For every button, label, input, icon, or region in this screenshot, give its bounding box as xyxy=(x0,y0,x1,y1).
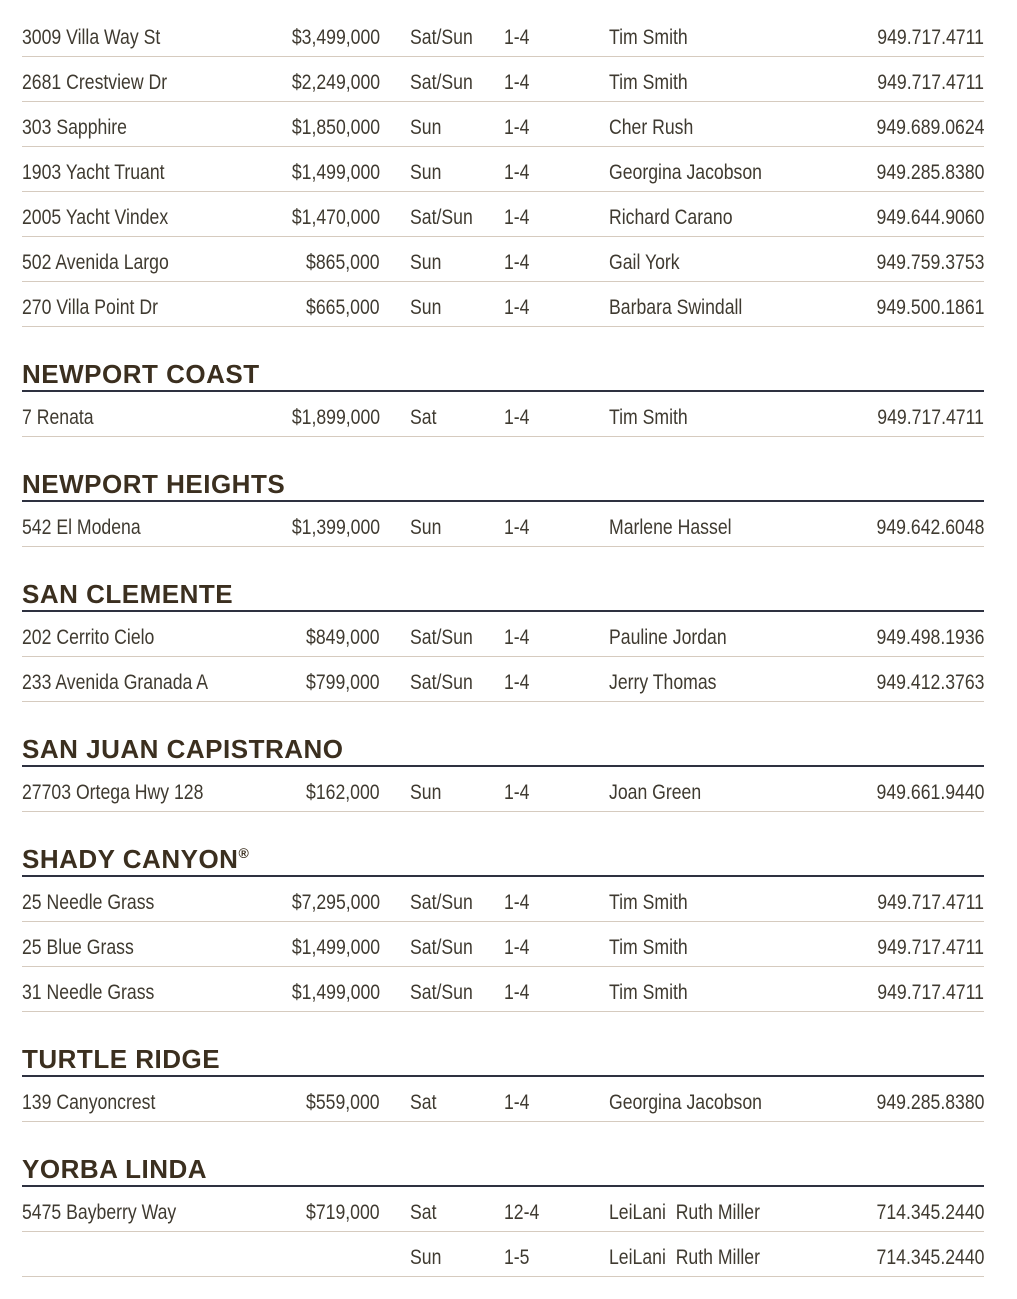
listing-row xyxy=(22,392,984,437)
listing-agent: LeiLani Ruth Miller xyxy=(609,1201,761,1224)
listing-price: $1,850,000 xyxy=(291,116,380,139)
listing-price: $1,499,000 xyxy=(291,936,380,959)
listing-address: 27703 Ortega Hwy 128 xyxy=(22,781,204,804)
listing-phone: 949.717.4711 xyxy=(877,936,984,959)
listing-phone: 949.717.4711 xyxy=(877,406,984,429)
listing-agent: Barbara Swindall xyxy=(609,296,743,319)
area-section xyxy=(22,349,984,437)
listing-price: $1,899,000 xyxy=(291,406,380,429)
listing-time: 1-4 xyxy=(504,1091,530,1114)
listing-row xyxy=(22,102,984,147)
listing-price: $1,470,000 xyxy=(291,206,380,229)
section-heading xyxy=(22,1144,984,1187)
listing-address: 270 Villa Point Dr xyxy=(22,296,158,319)
section-heading xyxy=(22,834,984,877)
listing-agent: LeiLani Ruth Miller xyxy=(609,1246,761,1269)
listing-row xyxy=(22,922,984,967)
listing-time: 1-4 xyxy=(504,206,530,229)
area-section xyxy=(22,1034,984,1122)
listing-row xyxy=(22,612,984,657)
listing-row xyxy=(22,1187,984,1232)
area-section xyxy=(22,1144,984,1277)
listing-address: 502 Avenida Largo xyxy=(22,251,169,274)
listing-address: 1903 Yacht Truant xyxy=(22,161,165,184)
section-title xyxy=(22,359,260,389)
listing-agent: Tim Smith xyxy=(609,936,688,959)
listing-agent: Tim Smith xyxy=(609,406,688,429)
section-heading xyxy=(22,1034,984,1077)
area-section xyxy=(22,569,984,702)
listing-address: 3009 Villa Way St xyxy=(22,26,161,49)
section-title-text: NEWPORT HEIGHTS xyxy=(22,469,286,499)
listing-address: 202 Cerrito Cielo xyxy=(22,626,155,649)
listing-day: Sat/Sun xyxy=(410,891,473,914)
listing-phone: 949.689.0624 xyxy=(876,116,984,139)
listing-agent: Cher Rush xyxy=(609,116,694,139)
listing-price: $799,000 xyxy=(306,671,380,694)
listing-day: Sun xyxy=(410,251,442,274)
registered-mark: ® xyxy=(238,845,250,861)
section-heading xyxy=(22,724,984,767)
listing-address: 542 El Modena xyxy=(22,516,141,539)
listing-day: Sun xyxy=(410,161,442,184)
listing-price: $559,000 xyxy=(306,1091,380,1114)
listing-agent: Richard Carano xyxy=(609,206,733,229)
listing-price: $162,000 xyxy=(306,781,380,804)
listing-day: Sat/Sun xyxy=(410,71,473,94)
listing-price: $865,000 xyxy=(306,251,380,274)
listing-time: 1-4 xyxy=(504,981,530,1004)
listing-time: 1-4 xyxy=(504,516,530,539)
listing-address: 2681 Crestview Dr xyxy=(22,71,168,94)
section-title-text: SAN CLEMENTE xyxy=(22,579,234,609)
listing-agent: Tim Smith xyxy=(609,891,688,914)
listing-address: 303 Sapphire xyxy=(22,116,127,139)
listing-day: Sat/Sun xyxy=(410,626,473,649)
listing-phone: 949.644.9060 xyxy=(876,206,984,229)
listing-price: $849,000 xyxy=(306,626,380,649)
listing-phone: 949.498.1936 xyxy=(876,626,984,649)
listing-phone: 714.345.2440 xyxy=(876,1201,984,1224)
listing-day: Sat/Sun xyxy=(410,26,473,49)
listing-time: 1-4 xyxy=(504,781,530,804)
listing-row xyxy=(22,282,984,327)
listing-day: Sat/Sun xyxy=(410,671,473,694)
section-heading xyxy=(22,349,984,392)
listing-phone: 949.642.6048 xyxy=(876,516,984,539)
listing-day: Sat xyxy=(410,406,437,429)
listing-row xyxy=(22,1077,984,1122)
section-list xyxy=(22,349,984,1277)
listing-phone: 949.285.8380 xyxy=(876,1091,984,1114)
listing-phone: 949.412.3763 xyxy=(876,671,984,694)
section-heading xyxy=(22,569,984,612)
listing-day: Sat xyxy=(410,1091,437,1114)
listing-address: 25 Blue Grass xyxy=(22,936,134,959)
listing-row xyxy=(22,877,984,922)
area-section xyxy=(22,459,984,547)
listing-time: 1-4 xyxy=(504,71,530,94)
listing-time: 1-4 xyxy=(504,26,530,49)
listing-price: $719,000 xyxy=(306,1201,380,1224)
listing-row xyxy=(22,502,984,547)
listing-agent: Pauline Jordan xyxy=(609,626,727,649)
listing-day: Sat xyxy=(410,1201,437,1224)
listing-price: $2,249,000 xyxy=(291,71,380,94)
section-title-text: SHADY CANYON xyxy=(22,844,239,874)
listing-phone: 949.285.8380 xyxy=(876,161,984,184)
listing-agent: Tim Smith xyxy=(609,71,688,94)
listing-time: 1-5 xyxy=(504,1246,530,1269)
listing-phone: 949.717.4711 xyxy=(877,981,984,1004)
listing-day: Sun xyxy=(410,296,442,319)
listing-time: 1-4 xyxy=(504,296,530,319)
listing-phone: 949.717.4711 xyxy=(877,71,984,94)
listing-row xyxy=(22,12,984,57)
listing-time: 1-4 xyxy=(504,251,530,274)
listing-row xyxy=(22,1232,984,1277)
listing-row xyxy=(22,147,984,192)
listing-price: $1,399,000 xyxy=(291,516,380,539)
listing-phone: 714.345.2440 xyxy=(876,1246,984,1269)
listing-row xyxy=(22,967,984,1012)
listing-address: 31 Needle Grass xyxy=(22,981,155,1004)
listing-address: 233 Avenida Granada A xyxy=(22,671,209,694)
area-section xyxy=(22,834,984,1012)
listing-price: $1,499,000 xyxy=(291,161,380,184)
top-listing-group xyxy=(22,12,984,327)
open-house-listings xyxy=(22,12,984,1277)
listing-address: 7 Renata xyxy=(22,406,94,429)
listing-address: 2005 Yacht Vindex xyxy=(22,206,169,229)
listing-price: $3,499,000 xyxy=(291,26,380,49)
section-title xyxy=(22,734,344,764)
listing-address: 139 Canyoncrest xyxy=(22,1091,156,1114)
section-title-text: YORBA LINDA xyxy=(22,1154,208,1184)
listing-agent: Gail York xyxy=(609,251,680,274)
listing-row xyxy=(22,767,984,812)
listing-phone: 949.759.3753 xyxy=(876,251,984,274)
listing-row xyxy=(22,657,984,702)
listing-time: 1-4 xyxy=(504,161,530,184)
section-title-text: TURTLE RIDGE xyxy=(22,1044,221,1074)
listing-time: 1-4 xyxy=(504,626,530,649)
listing-time: 1-4 xyxy=(504,406,530,429)
section-title-text: NEWPORT COAST xyxy=(22,359,260,389)
listing-day: Sun xyxy=(410,1246,442,1269)
section-title xyxy=(22,1154,207,1184)
listing-day: Sat/Sun xyxy=(410,936,473,959)
listing-price: $665,000 xyxy=(306,296,380,319)
section-title xyxy=(22,469,285,499)
area-section xyxy=(22,724,984,812)
listing-day: Sat/Sun xyxy=(410,206,473,229)
listing-address: 5475 Bayberry Way xyxy=(22,1201,177,1224)
listing-day: Sun xyxy=(410,516,442,539)
listing-day: Sat/Sun xyxy=(410,981,473,1004)
listing-agent: Tim Smith xyxy=(609,26,688,49)
listing-time: 1-4 xyxy=(504,116,530,139)
listing-price: $1,499,000 xyxy=(291,981,380,1004)
section-title xyxy=(22,579,233,609)
listing-agent: Tim Smith xyxy=(609,981,688,1004)
listing-agent: Georgina Jacobson xyxy=(609,161,762,184)
listing-address: 25 Needle Grass xyxy=(22,891,155,914)
listing-time: 1-4 xyxy=(504,671,530,694)
section-title xyxy=(22,1044,220,1074)
listing-agent: Georgina Jacobson xyxy=(609,1091,762,1114)
listing-phone: 949.717.4711 xyxy=(877,891,984,914)
listing-time: 1-4 xyxy=(504,936,530,959)
listing-time: 1-4 xyxy=(504,891,530,914)
listing-agent: Marlene Hassel xyxy=(609,516,732,539)
section-title-text: SAN JUAN CAPISTRANO xyxy=(22,734,344,764)
listing-time: 12-4 xyxy=(504,1201,540,1224)
listing-phone: 949.500.1861 xyxy=(876,296,984,319)
listing-day: Sun xyxy=(410,781,442,804)
listing-day: Sun xyxy=(410,116,442,139)
section-title xyxy=(22,838,249,874)
listing-agent: Jerry Thomas xyxy=(609,671,717,694)
listing-row xyxy=(22,237,984,282)
listing-agent: Joan Green xyxy=(609,781,702,804)
listing-row xyxy=(22,192,984,237)
listing-phone: 949.661.9440 xyxy=(876,781,984,804)
section-heading xyxy=(22,459,984,502)
listing-price: $7,295,000 xyxy=(291,891,380,914)
listing-row xyxy=(22,57,984,102)
listing-phone: 949.717.4711 xyxy=(877,26,984,49)
